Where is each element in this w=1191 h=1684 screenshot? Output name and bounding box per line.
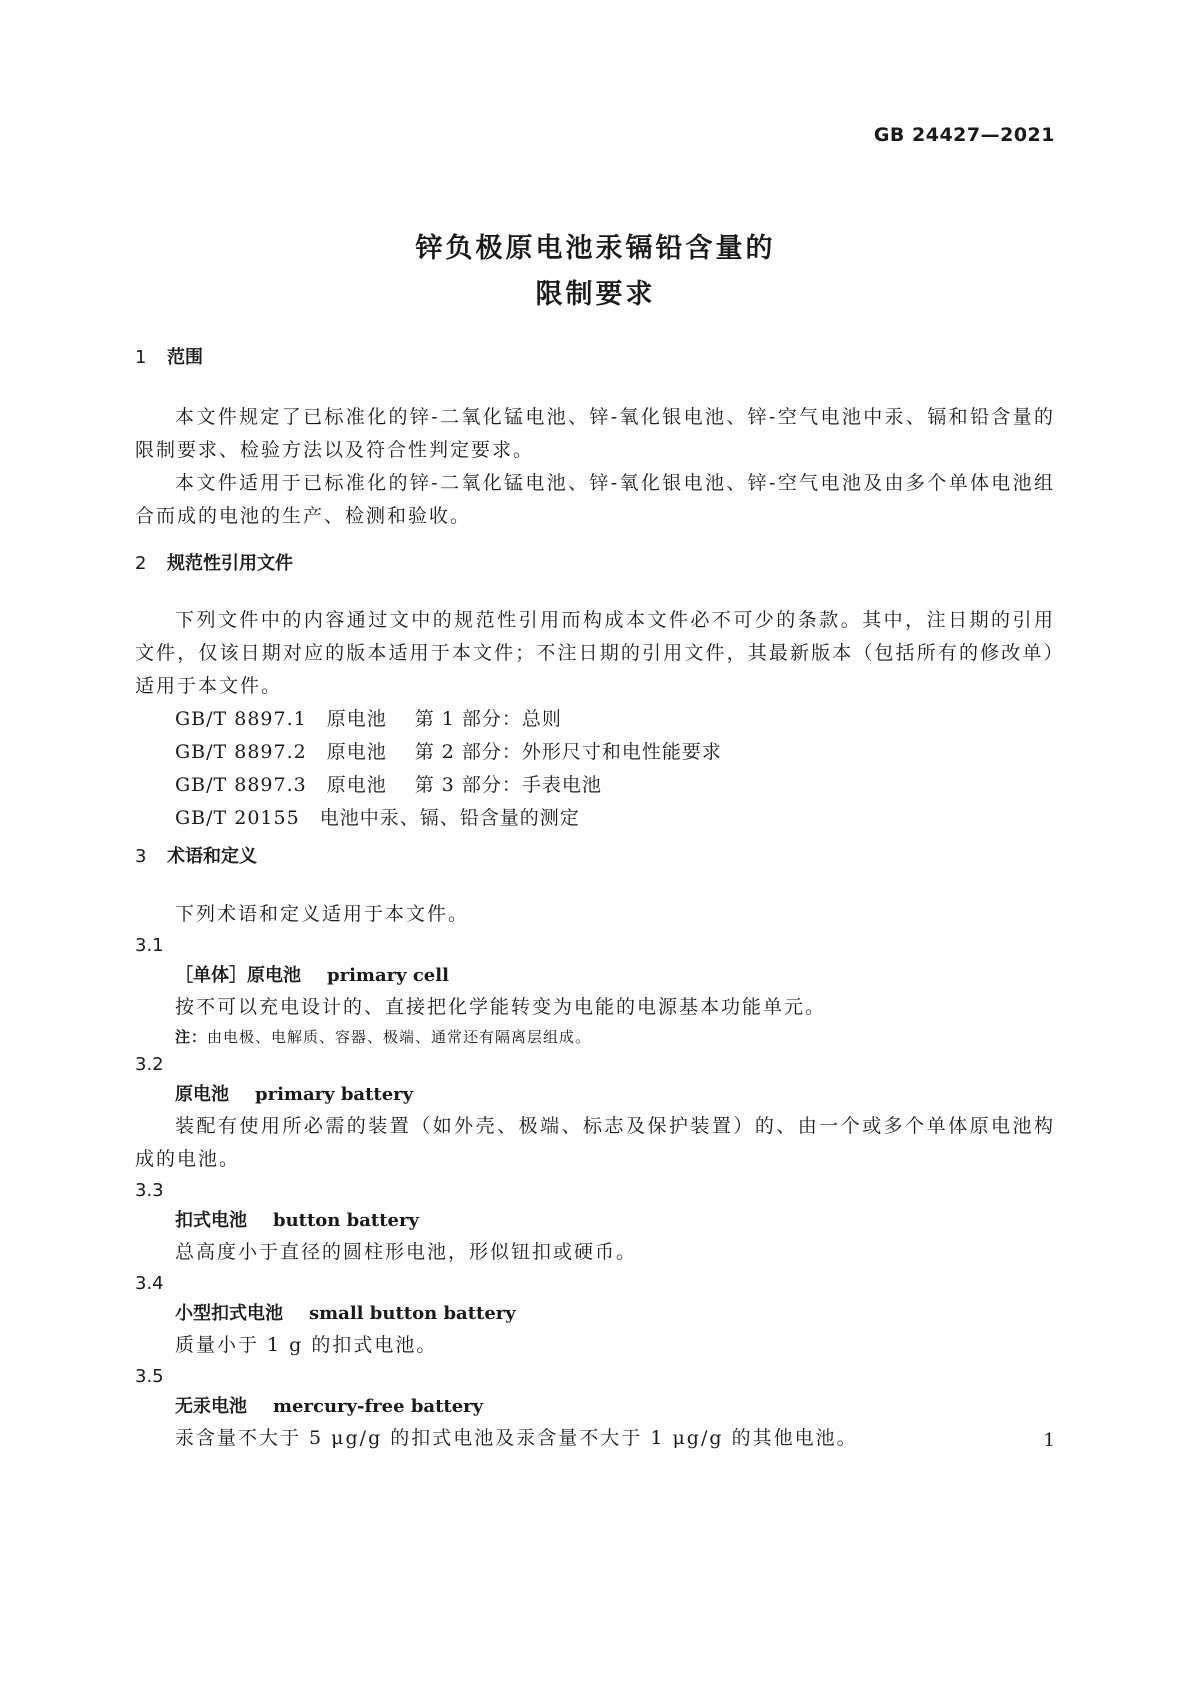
term-name-en: button battery (273, 1210, 419, 1231)
paragraph: 下列术语和定义适用于本文件。 (175, 903, 470, 925)
term-name-zh: 原电池 (175, 1084, 229, 1105)
note-label: 注： (175, 1028, 208, 1046)
reference-title: 电池中汞、镉、铅含量的测定 (319, 807, 580, 829)
reference-list (135, 703, 1055, 835)
reference-code: GB/T 8897.2 (175, 741, 307, 763)
term-number: 3.3 (135, 1180, 164, 1201)
reference-item (175, 769, 1055, 802)
term-name-zh: 扣式电池 (175, 1210, 247, 1231)
section-2-body (135, 604, 1055, 835)
term-name-zh: 无汞电池 (175, 1396, 247, 1417)
term-number: 3.4 (135, 1273, 164, 1294)
reference-category: 原电池 (326, 774, 387, 796)
term-name-en: primary battery (255, 1084, 414, 1105)
section-title: 规范性引用文件 (167, 553, 293, 574)
reference-code: GB/T 8897.3 (175, 774, 307, 796)
reference-item (175, 736, 1055, 769)
term-definition: 汞含量不大于 5 μg/g 的扣式电池及汞含量不大于 1 μg/g 的其他电池。 (175, 1427, 858, 1449)
section-2-heading (135, 552, 1055, 576)
term-name-en: mercury-free battery (273, 1396, 484, 1417)
term-number: 3.5 (135, 1366, 164, 1387)
reference-title: 第 3 部分：手表电池 (414, 774, 602, 796)
section-title: 范围 (167, 347, 203, 368)
reference-code: GB/T 8897.1 (175, 708, 307, 730)
section-1-body (135, 401, 1055, 533)
section-1-heading (135, 346, 1055, 370)
page-number: 1 (1043, 1430, 1055, 1451)
paragraph: 下列文件中的内容通过文中的规范性引用而构成本文件必不可少的条款。其中，注日期的引用文件，仅该日期对应的版本适用于本文件；不注日期的引用文件，其最新版本（包括所有的修改单）适用于本文件。 (135, 609, 1055, 697)
term-definition: 总高度小于直径的圆柱形电池，形似钮扣或硬币。 (175, 1241, 638, 1263)
section-title: 术语和定义 (167, 846, 257, 867)
term-name (135, 1080, 1055, 1110)
section-number: 1 (135, 347, 147, 368)
standard-number: GB 24427—2021 (873, 124, 1055, 146)
term-number: 3.1 (135, 935, 164, 956)
term-name (135, 1206, 1055, 1236)
term-number: 3.2 (135, 1054, 164, 1075)
section-3-heading (135, 845, 1055, 869)
term-name (135, 1392, 1055, 1422)
reference-item (175, 703, 1055, 736)
note-text: 由电极、电解质、容器、极端、通常还有隔离层组成。 (207, 1028, 592, 1046)
document-title-line1: 锌负极原电池汞镉铅含量的 (415, 233, 776, 264)
term-name-zh: ［单体］原电池 (175, 965, 301, 986)
paragraph: 本文件规定了已标准化的锌-二氧化锰电池、锌-氧化银电池、锌-空气电池中汞、镉和铅含量的限制要求、检验方法以及符合性判定要求。 (135, 406, 1055, 461)
paragraph: 本文件适用于已标准化的锌-二氧化锰电池、锌-氧化银电池、锌-空气电池及由多个单体电池组合而成的电池的生产、检测和验收。 (135, 472, 1055, 527)
reference-category: 原电池 (326, 708, 387, 730)
term-note (135, 1024, 1055, 1050)
reference-title: 第 2 部分：外形尺寸和电性能要求 (414, 741, 722, 763)
term-name-zh: 小型扣式电池 (175, 1303, 283, 1324)
term-name (135, 1299, 1055, 1329)
term-name-en: primary cell (327, 965, 449, 986)
reference-code: GB/T 20155 (175, 807, 300, 829)
term-definition: 按不可以充电设计的、直接把化学能转变为电能的电源基本功能单元。 (175, 996, 827, 1018)
term-name (135, 961, 1055, 991)
reference-title: 第 1 部分：总则 (414, 708, 562, 730)
term-definition: 装配有使用所必需的装置（如外壳、极端、标志及保护装置）的、由一个或多个单体原电池构成的电池。 (135, 1115, 1055, 1170)
reference-category: 原电池 (326, 741, 387, 763)
section-number: 2 (135, 553, 147, 574)
reference-item (175, 802, 1055, 835)
section-3-body (135, 898, 1055, 1455)
section-number: 3 (135, 846, 147, 867)
term-definition: 质量小于 1 g 的扣式电池。 (175, 1334, 438, 1356)
term-name-en: small button battery (309, 1303, 516, 1324)
document-title-line2: 限制要求 (535, 279, 656, 310)
